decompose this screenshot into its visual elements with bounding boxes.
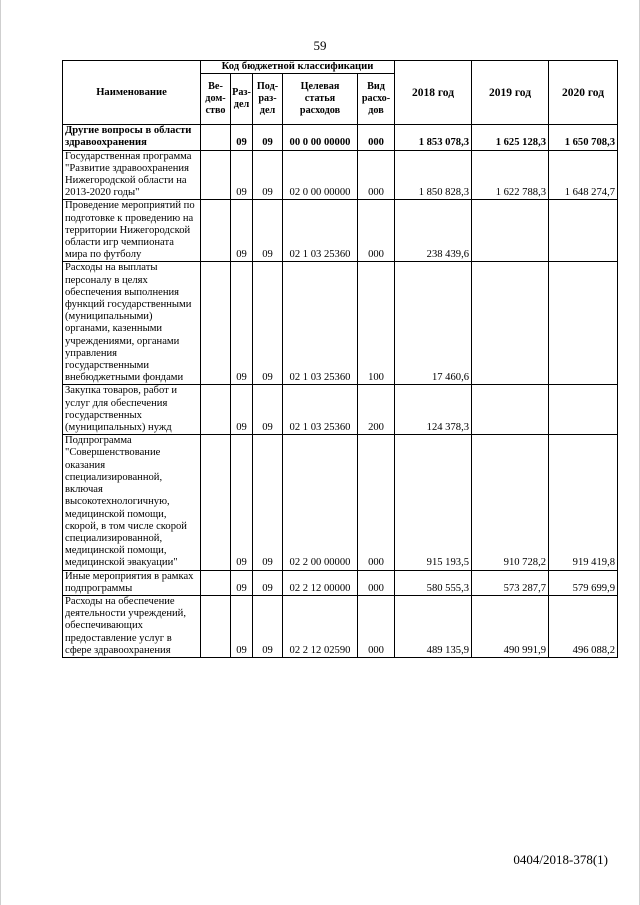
row-vedomstvo — [201, 262, 231, 385]
row-value-2020: 919 419,8 — [549, 435, 618, 570]
budget-table — [62, 60, 618, 658]
row-razdel: 09 — [231, 385, 253, 435]
page-number: 59 — [313, 38, 327, 53]
header-razdel: Раз- дел — [231, 74, 253, 125]
row-vid-rashodov: 000 — [358, 150, 395, 200]
row-razdel: 09 — [231, 150, 253, 200]
row-podrazdel: 09 — [253, 262, 283, 385]
table-row — [63, 125, 618, 150]
header-vedomstvo: Ве- дом- ство — [201, 74, 231, 125]
row-razdel: 09 — [231, 595, 253, 657]
row-razdel: 09 — [231, 435, 253, 570]
row-celevaya-statya: 00 0 00 00000 — [283, 125, 358, 150]
row-value-2020: 496 088,2 — [549, 595, 618, 657]
row-name: Расходы на выплаты персоналу в целях обеспечения выполнения функций государственными (муниципальными) органами, казенными учреждениями, органами управления государственными внебюджетными фондами — [63, 262, 201, 385]
header-vid-rashodov: Вид расхо- дов — [358, 74, 395, 125]
table-row — [63, 262, 618, 385]
row-podrazdel: 09 — [253, 435, 283, 570]
row-podrazdel: 09 — [253, 595, 283, 657]
table-row — [63, 150, 618, 200]
header-celevaya-statya: Целевая статья расходов — [283, 74, 358, 125]
row-vid-rashodov: 000 — [358, 125, 395, 150]
row-value-2020 — [549, 200, 618, 262]
row-name: Государственная программа "Развитие здравоохранения Нижегородской области на 2013-2020 годы" — [63, 150, 201, 200]
row-vedomstvo — [201, 150, 231, 200]
row-podrazdel: 09 — [253, 200, 283, 262]
row-vid-rashodov: 000 — [358, 200, 395, 262]
row-value-2020 — [549, 262, 618, 385]
row-vedomstvo — [201, 595, 231, 657]
row-celevaya-statya: 02 0 00 00000 — [283, 150, 358, 200]
row-vid-rashodov: 000 — [358, 570, 395, 595]
header-podrazdel: Под- раз- дел — [253, 74, 283, 125]
row-celevaya-statya: 02 1 03 25360 — [283, 262, 358, 385]
row-name: Иные мероприятия в рамках подпрограммы — [63, 570, 201, 595]
document-code: 0404/2018-378(1) — [513, 852, 608, 867]
row-value-2019 — [472, 200, 549, 262]
row-name: Закупка товаров, работ и услуг для обеспечения государственных (муниципальных) нужд — [63, 385, 201, 435]
row-name: Расходы на обеспечение деятельности учреждений, обеспечивающих предоставление услуг в сфере здравоохранения — [63, 595, 201, 657]
table-row — [63, 570, 618, 595]
row-value-2020: 1 648 274,7 — [549, 150, 618, 200]
row-name: Другие вопросы в области здравоохранения — [63, 125, 201, 150]
row-vedomstvo — [201, 570, 231, 595]
row-razdel: 09 — [231, 262, 253, 385]
row-value-2018: 915 193,5 — [395, 435, 472, 570]
row-value-2019: 490 991,9 — [472, 595, 549, 657]
page-edge-left — [0, 0, 1, 905]
row-value-2019: 910 728,2 — [472, 435, 549, 570]
row-value-2018: 489 135,9 — [395, 595, 472, 657]
row-name: Подпрограмма "Совершенствование оказания специализированной, включая высокотехнологичную, медицинской помощи, скорой, в том числе скорой специализированной, медицинской помощи, медицинской эвакуации" — [63, 435, 201, 570]
row-value-2020 — [549, 385, 618, 435]
row-razdel: 09 — [231, 570, 253, 595]
row-value-2018: 17 460,6 — [395, 262, 472, 385]
row-vid-rashodov: 100 — [358, 262, 395, 385]
header-2020: 2020 год — [549, 61, 618, 125]
row-value-2018: 1 853 078,3 — [395, 125, 472, 150]
row-value-2019 — [472, 262, 549, 385]
row-value-2018: 124 378,3 — [395, 385, 472, 435]
header-2019: 2019 год — [472, 61, 549, 125]
row-podrazdel: 09 — [253, 125, 283, 150]
row-vid-rashodov: 000 — [358, 595, 395, 657]
row-value-2018: 1 850 828,3 — [395, 150, 472, 200]
header-code-group: Код бюджетной классификации — [201, 61, 395, 74]
row-celevaya-statya: 02 1 03 25360 — [283, 200, 358, 262]
header-2018: 2018 год — [395, 61, 472, 125]
header-name: Наименование — [63, 61, 201, 125]
row-celevaya-statya: 02 2 12 00000 — [283, 570, 358, 595]
row-value-2020: 579 699,9 — [549, 570, 618, 595]
row-value-2019: 1 625 128,3 — [472, 125, 549, 150]
row-value-2018: 580 555,3 — [395, 570, 472, 595]
row-value-2018: 238 439,6 — [395, 200, 472, 262]
row-vid-rashodov: 200 — [358, 385, 395, 435]
row-podrazdel: 09 — [253, 570, 283, 595]
table-row — [63, 595, 618, 657]
row-name: Проведение мероприятий по подготовке к проведению на территории Нижегородской области игр чемпионата мира по футболу — [63, 200, 201, 262]
row-value-2019 — [472, 385, 549, 435]
row-value-2019: 1 622 788,3 — [472, 150, 549, 200]
row-razdel: 09 — [231, 200, 253, 262]
row-value-2020: 1 650 708,3 — [549, 125, 618, 150]
table-row — [63, 385, 618, 435]
row-podrazdel: 09 — [253, 385, 283, 435]
table-row — [63, 200, 618, 262]
row-vedomstvo — [201, 125, 231, 150]
row-celevaya-statya: 02 2 12 02590 — [283, 595, 358, 657]
row-vedomstvo — [201, 200, 231, 262]
row-celevaya-statya: 02 1 03 25360 — [283, 385, 358, 435]
table-row — [63, 435, 618, 570]
row-vid-rashodov: 000 — [358, 435, 395, 570]
row-razdel: 09 — [231, 125, 253, 150]
row-podrazdel: 09 — [253, 150, 283, 200]
row-celevaya-statya: 02 2 00 00000 — [283, 435, 358, 570]
row-vedomstvo — [201, 385, 231, 435]
row-vedomstvo — [201, 435, 231, 570]
row-value-2019: 573 287,7 — [472, 570, 549, 595]
